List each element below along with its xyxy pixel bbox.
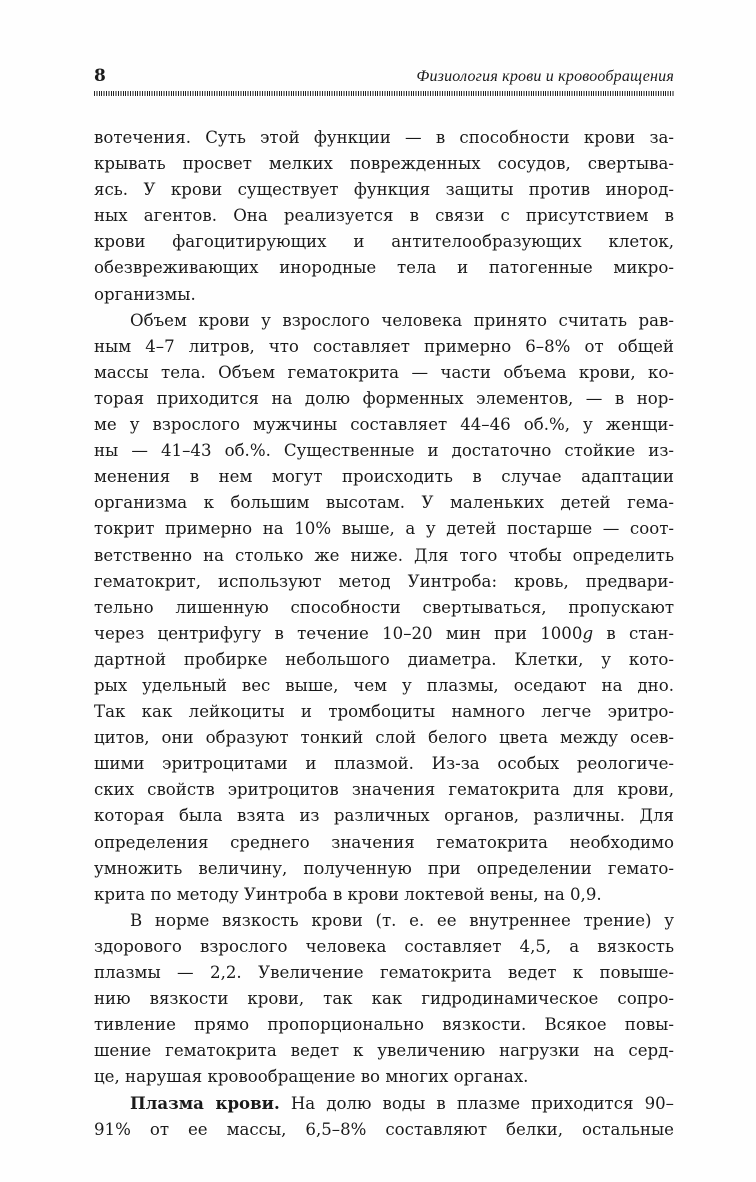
text-line: Так как лейкоциты и тромбоциты намного легче эритро- [94,702,674,722]
text-line: ясь. У крови существует функция защиты против инород- [94,180,674,200]
text-line: торая приходится на долю форменных элементов, — в нор- [94,388,674,408]
text-line: дартной пробирке небольшого диаметра. Клетки, у кото- [94,649,674,669]
text-line: гематокрит, используют метод Уинтроба: кровь, предвари- [94,571,674,591]
page-number: 8 [94,66,106,86]
line-end: в стан- [593,623,674,643]
text-line: крита по методу Уинтроба в крови локтевой вены, на 0,9. [94,884,602,904]
text-line: умножить величину, полученную при определении гемато- [94,858,674,878]
text-line: цитов, они образуют тонкий слой белого цвета между осев- [94,728,674,748]
text-line: вотечения. Суть этой функции — в способности крови за- [94,128,674,147]
text-line: це, нарушая кровообращение во многих органах. [94,1067,529,1087]
page-header [94,64,674,88]
text-line: ме у взрослого мужчины составляет 44–46 об.%, у женщи- [94,415,674,435]
text-line: здорового взрослого человека составляет 4,5, а вязкость [94,936,674,956]
text-line: шение гематокрита ведет к увеличению нагрузки на серд- [94,1041,674,1061]
text-line: обезвреживающих инородные тела и патогенные микро- [94,258,674,278]
gravity-unit: g [582,623,594,643]
text-line: рых удельный вес выше, чем у плазмы, оседают на дно. [94,675,674,695]
text-line: ветственно на столько же ниже. Для того чтобы определить [94,545,674,565]
text-line: плазмы — 2,2. Увеличение гематокрита ведет к повыше- [94,963,674,982]
body-text [94,125,674,1143]
text-line-composite [94,1090,674,1116]
text-line: ны — 41–43 об.%. Существенные и достаточно стойкие из- [94,441,674,461]
line-start: через центрифугу в течение 10–20 мин при 1000 [94,623,583,643]
text-line: ных агентов. Она реализуется в связи с присутствием в [94,206,674,226]
text-line: Объем крови у взрослого человека принято считать рав- [130,310,674,330]
text-line: менения в нем могут происходить в случае адаптации [94,467,674,487]
running-title: Физиология крови и кровообращения [416,68,674,85]
text-line: нию вязкости крови, так как гидродинамическое сопро- [94,989,674,1009]
text-line: которая была взята из различных органов, различны. Для [94,806,674,826]
text-line: массы тела. Объем гематокрита — части объема крови, ко- [94,362,674,382]
text-line: организмы. [94,284,196,304]
text-line: крывать просвет мелких поврежденных сосудов, свертыва- [94,154,674,174]
line-rest: На долю воды в плазме приходится 90– [290,1094,674,1114]
text-line: определения среднего значения гематокрита необходимо [94,832,674,852]
text-line: организма к большим высотам. У маленьких детей гема- [94,493,674,513]
text-line: крови фагоцитирующих и антителообразующих клеток, [94,232,674,252]
text-line: ным 4–7 литров, что составляет примерно 6–8% от общей [94,336,674,356]
text-line: ских свойств эритроцитов значения гематокрита для крови, [94,780,674,800]
text-line: шими эритроцитами и плазмой. Из-за особых реологиче- [94,754,674,774]
text-line: В норме вязкость крови (т. е. ее внутреннее трение) у [130,910,674,930]
text-line-composite [94,621,674,647]
section-heading: Плазма крови. [130,1093,280,1114]
header-rule [94,91,674,96]
text-line: токрит примерно на 10% выше, а у детей постарше — соот- [94,519,674,539]
text-line: 91% от ее массы, 6,5–8% составляют белки, остальные [94,1119,674,1139]
text-line: тивление прямо пропорционально вязкости. Всякое повы- [94,1015,674,1035]
text-line: тельно лишенную способности свертываться, пропускают [94,597,674,617]
